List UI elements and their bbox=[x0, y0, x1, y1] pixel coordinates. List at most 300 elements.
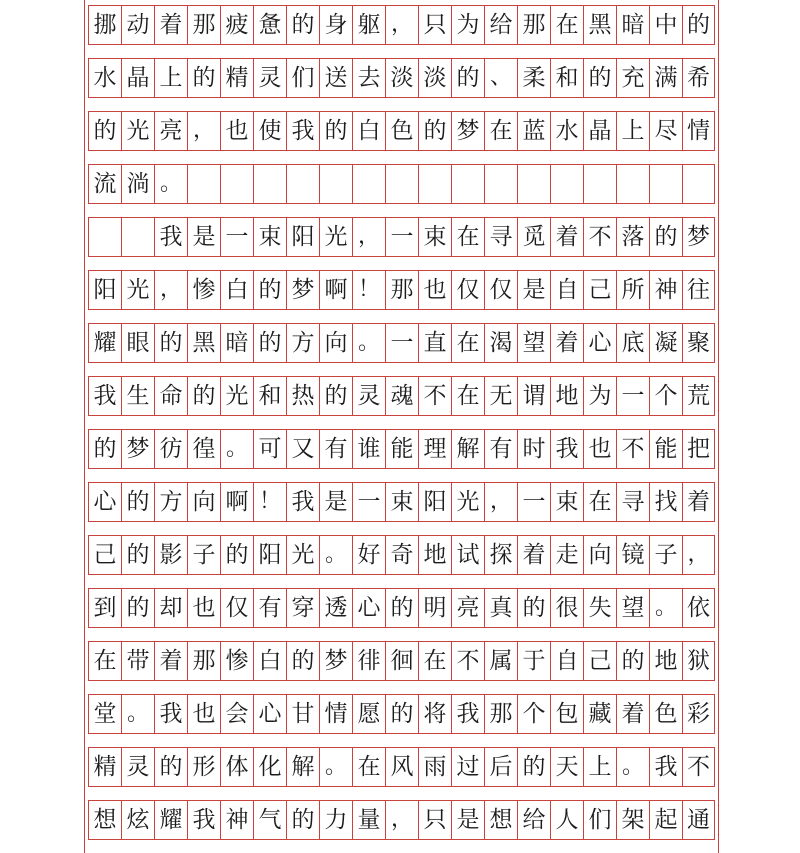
cell-character: 到 bbox=[93, 594, 117, 621]
cell-character: 淡 bbox=[423, 64, 447, 91]
cell-character: 光 bbox=[126, 117, 150, 144]
cell-character: 是 bbox=[522, 276, 546, 303]
grid-cell bbox=[154, 164, 187, 204]
cell-character: 白 bbox=[258, 647, 282, 674]
grid-cell bbox=[484, 164, 517, 204]
cell-character: 在 bbox=[456, 382, 480, 409]
cell-character: ， bbox=[159, 277, 182, 302]
cell-character: 在 bbox=[93, 647, 117, 674]
cell-character: 白 bbox=[357, 117, 381, 144]
cell-character: 己 bbox=[588, 647, 612, 674]
grid-cell bbox=[649, 217, 682, 257]
grid-cell bbox=[187, 5, 220, 45]
cell-character: 能 bbox=[654, 435, 678, 462]
grid-cell bbox=[451, 588, 484, 628]
grid-cell bbox=[154, 270, 187, 310]
grid-cell bbox=[286, 111, 319, 151]
grid-cell bbox=[352, 58, 385, 98]
grid-row bbox=[88, 800, 714, 840]
grid-cell bbox=[352, 800, 385, 840]
grid-cell bbox=[154, 111, 187, 151]
grid-cell bbox=[583, 376, 616, 416]
grid-cell bbox=[154, 217, 187, 257]
grid-cell bbox=[451, 429, 484, 469]
grid-cell bbox=[484, 376, 517, 416]
grid-cell bbox=[253, 164, 286, 204]
grid-cell bbox=[385, 694, 418, 734]
cell-character: 惨 bbox=[225, 647, 249, 674]
cell-character: 情 bbox=[324, 700, 348, 727]
cell-character: 梦 bbox=[291, 276, 315, 303]
grid-cell bbox=[220, 58, 253, 98]
grid-cell bbox=[253, 588, 286, 628]
cell-character: 淡 bbox=[390, 64, 414, 91]
cell-character: 上 bbox=[621, 117, 645, 144]
cell-character: 阳 bbox=[423, 488, 447, 515]
cell-character: 色 bbox=[390, 117, 414, 144]
grid-cell bbox=[484, 747, 517, 787]
grid-cell bbox=[88, 535, 121, 575]
grid-cell bbox=[253, 270, 286, 310]
cell-character: 的 bbox=[456, 64, 480, 91]
grid-cell bbox=[187, 747, 220, 787]
cell-character: 的 bbox=[588, 64, 612, 91]
grid-cell bbox=[583, 270, 616, 310]
cell-character: 寻 bbox=[489, 223, 513, 250]
grid-cell bbox=[352, 535, 385, 575]
cell-character: 穿 bbox=[291, 594, 315, 621]
grid-cell bbox=[352, 641, 385, 681]
grid-cell bbox=[220, 164, 253, 204]
cell-character: 好 bbox=[357, 541, 381, 568]
grid-cell bbox=[682, 694, 715, 734]
grid-cell bbox=[121, 270, 154, 310]
cell-character: 一 bbox=[522, 488, 546, 515]
cell-character: 梦 bbox=[126, 435, 150, 462]
cell-character: 不 bbox=[687, 753, 710, 780]
cell-character: 方 bbox=[159, 488, 183, 515]
grid-cell bbox=[682, 164, 715, 204]
grid-cell bbox=[187, 323, 220, 363]
grid-cell bbox=[88, 58, 121, 98]
cell-character: 水 bbox=[555, 117, 579, 144]
cell-character: 方 bbox=[291, 329, 315, 356]
cell-character: 走 bbox=[555, 541, 579, 568]
grid-cell bbox=[682, 58, 715, 98]
cell-character: 暗 bbox=[621, 11, 645, 38]
grid-cell bbox=[418, 376, 451, 416]
cell-character: 体 bbox=[225, 753, 249, 780]
cell-character: 只 bbox=[423, 11, 447, 38]
grid-cell bbox=[616, 58, 649, 98]
cell-character: 徘 bbox=[357, 647, 381, 674]
grid-cell bbox=[517, 641, 550, 681]
cell-character: 躯 bbox=[357, 11, 381, 38]
cell-character: 和 bbox=[555, 64, 579, 91]
grid-cell bbox=[88, 694, 121, 734]
grid-cell bbox=[517, 747, 550, 787]
cell-character: 白 bbox=[225, 276, 249, 303]
grid-cell bbox=[154, 58, 187, 98]
grid-cell bbox=[451, 482, 484, 522]
cell-character: 愿 bbox=[357, 700, 381, 727]
grid-cell bbox=[550, 694, 583, 734]
grid-cell bbox=[550, 747, 583, 787]
cell-character: 地 bbox=[654, 647, 678, 674]
grid-cell bbox=[451, 111, 484, 151]
grid-cell bbox=[616, 5, 649, 45]
cell-character: ， bbox=[390, 12, 413, 37]
cell-character: 希 bbox=[687, 64, 710, 91]
cell-character: 寻 bbox=[621, 488, 645, 515]
cell-character: 束 bbox=[555, 488, 579, 515]
cell-character: 我 bbox=[456, 700, 480, 727]
grid-cell bbox=[616, 323, 649, 363]
grid-cell bbox=[220, 588, 253, 628]
cell-character: 向 bbox=[588, 541, 612, 568]
cell-character: ， bbox=[390, 807, 413, 832]
cell-character: 不 bbox=[588, 223, 612, 250]
cell-character: 却 bbox=[159, 594, 183, 621]
grid-cell bbox=[484, 535, 517, 575]
cell-character: 着 bbox=[621, 700, 645, 727]
cell-character: 为 bbox=[588, 382, 612, 409]
cell-character: 的 bbox=[390, 700, 414, 727]
grid-cell bbox=[319, 535, 352, 575]
grid-cell bbox=[220, 5, 253, 45]
cell-character: 光 bbox=[126, 276, 150, 303]
grid-cell bbox=[682, 535, 715, 575]
cell-character: ， bbox=[687, 542, 710, 567]
grid-cell bbox=[121, 217, 154, 257]
grid-cell bbox=[220, 111, 253, 151]
cell-character: 一 bbox=[390, 223, 414, 250]
grid-row bbox=[88, 429, 714, 469]
cell-character: 。 bbox=[126, 701, 149, 726]
grid-cell bbox=[319, 5, 352, 45]
cell-character: 化 bbox=[258, 753, 282, 780]
grid-cell bbox=[550, 588, 583, 628]
cell-character: 荒 bbox=[687, 382, 710, 409]
grid-cell bbox=[352, 164, 385, 204]
cell-character: 也 bbox=[192, 700, 216, 727]
cell-character: 往 bbox=[687, 276, 710, 303]
grid-cell bbox=[583, 800, 616, 840]
cell-character: 蓝 bbox=[522, 117, 546, 144]
grid-cell bbox=[517, 270, 550, 310]
grid-cell bbox=[187, 482, 220, 522]
cell-character: 梦 bbox=[687, 223, 710, 250]
cell-character: 有 bbox=[489, 435, 513, 462]
cell-character: 底 bbox=[621, 329, 645, 356]
cell-character: 啊 bbox=[225, 488, 249, 515]
cell-character: 灵 bbox=[126, 753, 150, 780]
grid-cell bbox=[649, 800, 682, 840]
cell-character: 时 bbox=[522, 435, 546, 462]
grid-cell bbox=[187, 376, 220, 416]
cell-character: 。 bbox=[324, 542, 347, 567]
grid-cell bbox=[253, 641, 286, 681]
cell-character: 天 bbox=[555, 753, 579, 780]
cell-character: 过 bbox=[456, 753, 480, 780]
grid-cell bbox=[682, 376, 715, 416]
cell-character: 神 bbox=[654, 276, 678, 303]
cell-character: 的 bbox=[93, 435, 117, 462]
cell-character: 有 bbox=[258, 594, 282, 621]
grid-cell bbox=[550, 376, 583, 416]
grid-cell bbox=[385, 217, 418, 257]
cell-character: 望 bbox=[621, 594, 645, 621]
grid-cell bbox=[550, 164, 583, 204]
grid-cell bbox=[319, 164, 352, 204]
grid-cell bbox=[583, 641, 616, 681]
grid-row bbox=[88, 376, 714, 416]
cell-character: 晶 bbox=[588, 117, 612, 144]
cell-character: 阳 bbox=[291, 223, 315, 250]
cell-character: 那 bbox=[192, 11, 216, 38]
grid-cell bbox=[286, 694, 319, 734]
cell-character: 心 bbox=[588, 329, 612, 356]
grid-cell bbox=[583, 5, 616, 45]
grid-cell bbox=[451, 164, 484, 204]
grid-cell bbox=[88, 5, 121, 45]
grid-cell bbox=[682, 588, 715, 628]
cell-character: 的 bbox=[324, 382, 348, 409]
cell-character: 的 bbox=[159, 329, 183, 356]
cell-character: 解 bbox=[456, 435, 480, 462]
cell-character: 起 bbox=[654, 806, 678, 833]
cell-character: 会 bbox=[225, 700, 249, 727]
grid-cell bbox=[418, 270, 451, 310]
grid-row bbox=[88, 694, 714, 734]
cell-character: 在 bbox=[489, 117, 513, 144]
grid-cell bbox=[616, 588, 649, 628]
grid-cell bbox=[154, 535, 187, 575]
cell-character: 们 bbox=[291, 64, 315, 91]
cell-character: 也 bbox=[588, 435, 612, 462]
cell-character: 徨 bbox=[192, 435, 216, 462]
cell-character: 上 bbox=[588, 753, 612, 780]
grid-cell bbox=[187, 270, 220, 310]
grid-cell bbox=[418, 641, 451, 681]
grid-cell bbox=[121, 376, 154, 416]
grid-row bbox=[88, 270, 714, 310]
grid-cell bbox=[121, 58, 154, 98]
cell-character: 地 bbox=[555, 382, 579, 409]
cell-character: 精 bbox=[93, 753, 117, 780]
cell-character: 谓 bbox=[522, 382, 546, 409]
cell-character: 明 bbox=[423, 594, 447, 621]
grid-cell bbox=[319, 58, 352, 98]
cell-character: 黑 bbox=[588, 11, 612, 38]
cell-character: 无 bbox=[489, 382, 513, 409]
cell-character: 的 bbox=[687, 11, 710, 38]
grid-cell bbox=[253, 694, 286, 734]
cell-character: 啊 bbox=[324, 276, 348, 303]
cell-character: 只 bbox=[423, 806, 447, 833]
cell-character: 一 bbox=[390, 329, 414, 356]
grid-cell bbox=[319, 111, 352, 151]
cell-character: 找 bbox=[654, 488, 678, 515]
cell-character: 。 bbox=[324, 754, 347, 779]
grid-cell bbox=[187, 588, 220, 628]
cell-character: 个 bbox=[654, 382, 678, 409]
grid-cell bbox=[121, 323, 154, 363]
grid-cell bbox=[550, 800, 583, 840]
cell-character: 也 bbox=[423, 276, 447, 303]
grid-cell bbox=[319, 376, 352, 416]
grid-cell bbox=[352, 5, 385, 45]
cell-character: 黑 bbox=[192, 329, 216, 356]
cell-character: 属 bbox=[489, 647, 513, 674]
grid-row bbox=[88, 641, 714, 681]
cell-character: 情 bbox=[687, 117, 710, 144]
grid-cell bbox=[418, 482, 451, 522]
cell-character: 神 bbox=[225, 806, 249, 833]
cell-character: 我 bbox=[291, 117, 315, 144]
grid-cell bbox=[451, 694, 484, 734]
grid-cell bbox=[319, 588, 352, 628]
cell-character: 的 bbox=[126, 594, 150, 621]
grid-cell bbox=[649, 588, 682, 628]
grid-cell bbox=[616, 747, 649, 787]
grid-cell bbox=[187, 641, 220, 681]
grid-cell bbox=[88, 641, 121, 681]
cell-character: 彩 bbox=[687, 700, 710, 727]
cell-character: 尽 bbox=[654, 117, 678, 144]
grid-cell bbox=[319, 429, 352, 469]
cell-character: 中 bbox=[654, 11, 678, 38]
grid-cell bbox=[88, 482, 121, 522]
cell-character: 去 bbox=[357, 64, 381, 91]
cell-character: 彷 bbox=[159, 435, 183, 462]
grid-cell bbox=[550, 5, 583, 45]
grid-cell bbox=[253, 482, 286, 522]
cell-character: 在 bbox=[588, 488, 612, 515]
grid-cell bbox=[286, 58, 319, 98]
cell-character: 在 bbox=[555, 11, 579, 38]
cell-character: 光 bbox=[225, 382, 249, 409]
cell-character: 望 bbox=[522, 329, 546, 356]
cell-character: 徊 bbox=[390, 647, 414, 674]
cell-character: 流 bbox=[93, 170, 117, 197]
grid-cell bbox=[286, 482, 319, 522]
grid-cell bbox=[418, 747, 451, 787]
grid-row bbox=[88, 747, 714, 787]
cell-character: 灵 bbox=[357, 382, 381, 409]
cell-character: 子 bbox=[654, 541, 678, 568]
cell-character: 惨 bbox=[192, 276, 216, 303]
cell-character: 仅 bbox=[225, 594, 249, 621]
cell-character: 心 bbox=[357, 594, 381, 621]
cell-character: 的 bbox=[324, 117, 348, 144]
grid-cell bbox=[121, 164, 154, 204]
cell-character: 的 bbox=[621, 647, 645, 674]
grid-cell bbox=[649, 376, 682, 416]
grid-cell bbox=[385, 641, 418, 681]
grid-cell bbox=[418, 800, 451, 840]
cell-character: 仅 bbox=[456, 276, 480, 303]
cell-character: 疲 bbox=[225, 11, 249, 38]
cell-character: 的 bbox=[192, 64, 216, 91]
cell-character: 将 bbox=[423, 700, 447, 727]
grid-cell bbox=[121, 482, 154, 522]
cell-character: ！ bbox=[357, 277, 380, 302]
cell-character: 带 bbox=[126, 647, 150, 674]
cell-character: 我 bbox=[555, 435, 579, 462]
cell-character: 命 bbox=[159, 382, 183, 409]
grid-cell bbox=[319, 270, 352, 310]
grid-cell bbox=[121, 588, 154, 628]
cell-character: 把 bbox=[687, 435, 710, 462]
cell-character: 透 bbox=[324, 594, 348, 621]
grid-cell bbox=[121, 800, 154, 840]
cell-character: 是 bbox=[192, 223, 216, 250]
cell-character: 给 bbox=[522, 806, 546, 833]
grid-cell bbox=[286, 323, 319, 363]
cell-character: 暗 bbox=[225, 329, 249, 356]
grid-cell bbox=[550, 429, 583, 469]
grid-cell bbox=[88, 747, 121, 787]
cell-character: 眼 bbox=[126, 329, 150, 356]
grid-cell bbox=[550, 111, 583, 151]
grid-cell bbox=[154, 5, 187, 45]
cell-character: 的 bbox=[522, 753, 546, 780]
cell-character: 通 bbox=[687, 806, 710, 833]
grid-row bbox=[88, 5, 714, 45]
cell-character: 满 bbox=[654, 64, 678, 91]
grid-cell bbox=[451, 58, 484, 98]
cell-character: 炫 bbox=[126, 806, 150, 833]
grid-cell bbox=[385, 111, 418, 151]
grid-cell bbox=[220, 800, 253, 840]
cell-character: 和 bbox=[258, 382, 282, 409]
grid-cell bbox=[154, 429, 187, 469]
cell-character: 的 bbox=[291, 806, 315, 833]
grid-cell bbox=[649, 429, 682, 469]
cell-character: 惫 bbox=[258, 11, 282, 38]
cell-character: 的 bbox=[291, 647, 315, 674]
grid-cell bbox=[517, 588, 550, 628]
grid-cell bbox=[682, 429, 715, 469]
cell-character: 在 bbox=[456, 329, 480, 356]
grid-cell bbox=[682, 5, 715, 45]
grid-cell bbox=[616, 694, 649, 734]
cell-character: 。 bbox=[225, 436, 248, 461]
cell-character: 着 bbox=[555, 223, 579, 250]
cell-character: 不 bbox=[423, 382, 447, 409]
grid-cell bbox=[187, 217, 220, 257]
cell-character: 真 bbox=[489, 594, 513, 621]
grid-cell bbox=[319, 641, 352, 681]
grid-cell bbox=[220, 429, 253, 469]
grid-cell bbox=[286, 641, 319, 681]
grid-cell bbox=[616, 164, 649, 204]
grid-cell bbox=[418, 217, 451, 257]
grid-cell bbox=[121, 111, 154, 151]
cell-character: 又 bbox=[291, 435, 315, 462]
grid-cell bbox=[385, 5, 418, 45]
grid-cell bbox=[484, 641, 517, 681]
grid-row bbox=[88, 217, 714, 257]
cell-character: 我 bbox=[159, 223, 183, 250]
cell-character: 。 bbox=[621, 754, 644, 779]
cell-character: 谁 bbox=[357, 435, 381, 462]
grid-cell bbox=[418, 588, 451, 628]
grid-cell bbox=[451, 217, 484, 257]
cell-character: 那 bbox=[192, 647, 216, 674]
cell-character: 的 bbox=[159, 753, 183, 780]
